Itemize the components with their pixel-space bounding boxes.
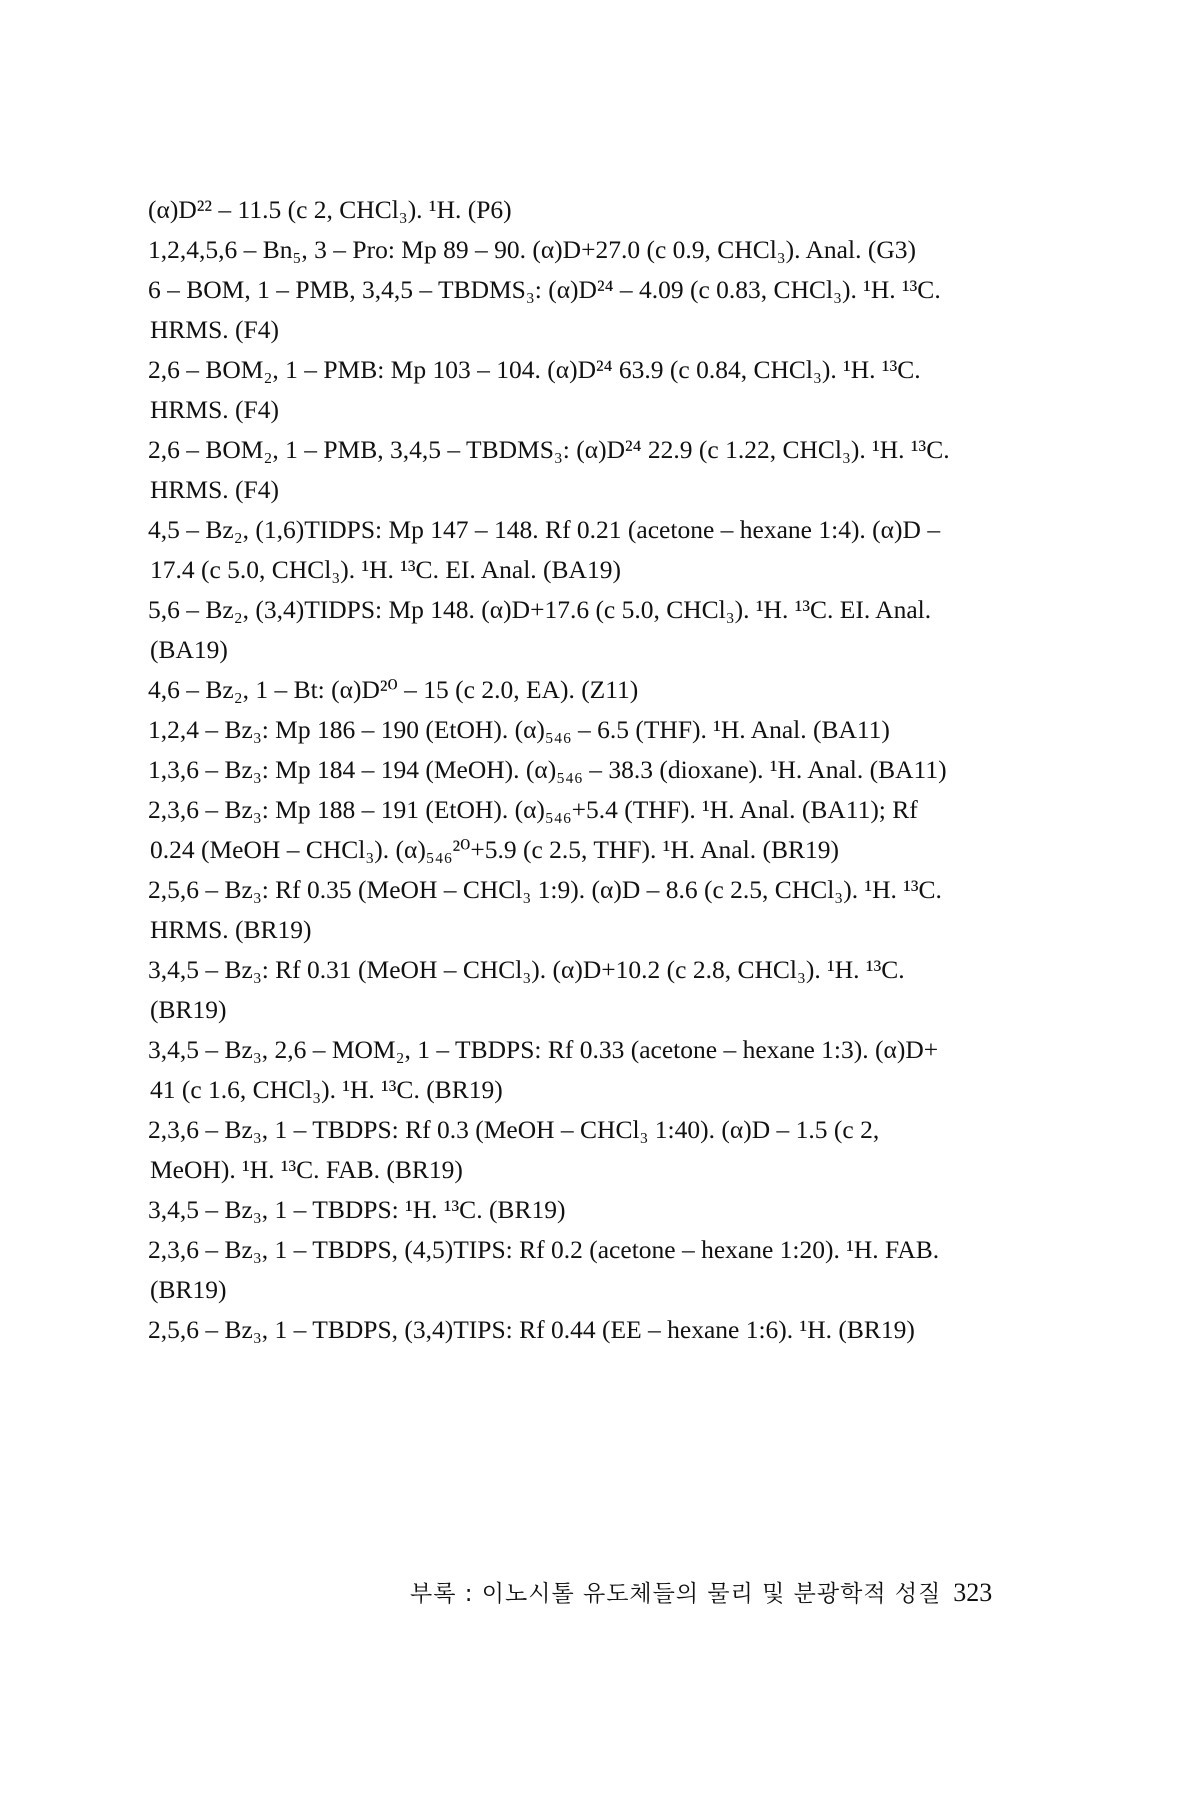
text-line: 1,2,4,5,6 – Bn₅, 3 – Pro: Mp 89 – 90. (α)D+27.0 (c 0.9, CHCl₃). Anal. (G3)	[148, 235, 916, 264]
text-line: 3,4,5 – Bz₃, 2,6 – MOM₂, 1 – TBDPS: Rf 0.33 (acetone – hexane 1:3). (α)D+	[148, 1035, 939, 1064]
text-line: 2,3,6 – Bz₃: Mp 188 – 191 (EtOH). (α)₅₄₆+5.4 (THF). ¹H. Anal. (BA11); Rf	[148, 795, 918, 824]
page-number: 323	[953, 1578, 993, 1607]
page-footer	[410, 1575, 1010, 1608]
running-title: 부록 : 이노시톨 유도체들의 물리 및 분광학적 성질	[410, 1581, 942, 1607]
text-line: HRMS. (F4)	[150, 475, 279, 504]
document-body	[148, 190, 1048, 1350]
text-line: 3,4,5 – Bz₃, 1 – TBDPS: ¹H. ¹³C. (BR19)	[148, 1195, 566, 1224]
text-line: 2,6 – BOM₂, 1 – PMB, 3,4,5 – TBDMS₃: (α)D²⁴ 22.9 (c 1.22, CHCl₃). ¹H. ¹³C.	[148, 435, 950, 464]
text-line: 5,6 – Bz₂, (3,4)TIDPS: Mp 148. (α)D+17.6 (c 5.0, CHCl₃). ¹H. ¹³C. EI. Anal.	[148, 595, 932, 624]
text-line: 4,5 – Bz₂, (1,6)TIDPS: Mp 147 – 148. Rf 0.21 (acetone – hexane 1:4). (α)D –	[148, 515, 941, 544]
text-line: 6 – BOM, 1 – PMB, 3,4,5 – TBDMS₃: (α)D²⁴ – 4.09 (c 0.83, CHCl₃). ¹H. ¹³C.	[148, 275, 941, 304]
text-line: 3,4,5 – Bz₃: Rf 0.31 (MeOH – CHCl₃). (α)D+10.2 (c 2.8, CHCl₃). ¹H. ¹³C.	[148, 955, 905, 984]
text-line: 4,6 – Bz₂, 1 – Bt: (α)D²⁰ – 15 (c 2.0, EA). (Z11)	[148, 675, 639, 704]
text-line: 2,3,6 – Bz₃, 1 – TBDPS, (4,5)TIPS: Rf 0.2 (acetone – hexane 1:20). ¹H. FAB.	[148, 1235, 940, 1264]
text-line: (α)D²² – 11.5 (c 2, CHCl₃). ¹H. (P6)	[148, 195, 512, 224]
text-line: 0.24 (MeOH – CHCl₃). (α)₅₄₆²⁰+5.9 (c 2.5, THF). ¹H. Anal. (BR19)	[150, 835, 839, 864]
text-line: 2,5,6 – Bz₃: Rf 0.35 (MeOH – CHCl₃ 1:9). (α)D – 8.6 (c 2.5, CHCl₃). ¹H. ¹³C.	[148, 875, 942, 904]
text-line: 2,3,6 – Bz₃, 1 – TBDPS: Rf 0.3 (MeOH – CHCl₃ 1:40). (α)D – 1.5 (c 2,	[148, 1115, 880, 1144]
text-line: (BR19)	[150, 1275, 227, 1304]
text-line: 1,3,6 – Bz₃: Mp 184 – 194 (MeOH). (α)₅₄₆ – 38.3 (dioxane). ¹H. Anal. (BA11)	[148, 755, 947, 784]
text-line: (BR19)	[150, 995, 227, 1024]
text-line: 17.4 (c 5.0, CHCl₃). ¹H. ¹³C. EI. Anal. (BA19)	[150, 555, 621, 584]
text-line: HRMS. (BR19)	[150, 915, 312, 944]
text-line: 41 (c 1.6, CHCl₃). ¹H. ¹³C. (BR19)	[150, 1075, 503, 1104]
text-line: 2,5,6 – Bz₃, 1 – TBDPS, (3,4)TIPS: Rf 0.44 (EE – hexane 1:6). ¹H. (BR19)	[148, 1315, 915, 1344]
text-line: 2,6 – BOM₂, 1 – PMB: Mp 103 – 104. (α)D²⁴ 63.9 (c 0.84, CHCl₃). ¹H. ¹³C.	[148, 355, 921, 384]
text-line: MeOH). ¹H. ¹³C. FAB. (BR19)	[150, 1155, 463, 1184]
text-line: 1,2,4 – Bz₃: Mp 186 – 190 (EtOH). (α)₅₄₆ – 6.5 (THF). ¹H. Anal. (BA11)	[148, 715, 890, 744]
text-line: (BA19)	[150, 635, 228, 664]
text-line: HRMS. (F4)	[150, 395, 279, 424]
text-line: HRMS. (F4)	[150, 315, 279, 344]
